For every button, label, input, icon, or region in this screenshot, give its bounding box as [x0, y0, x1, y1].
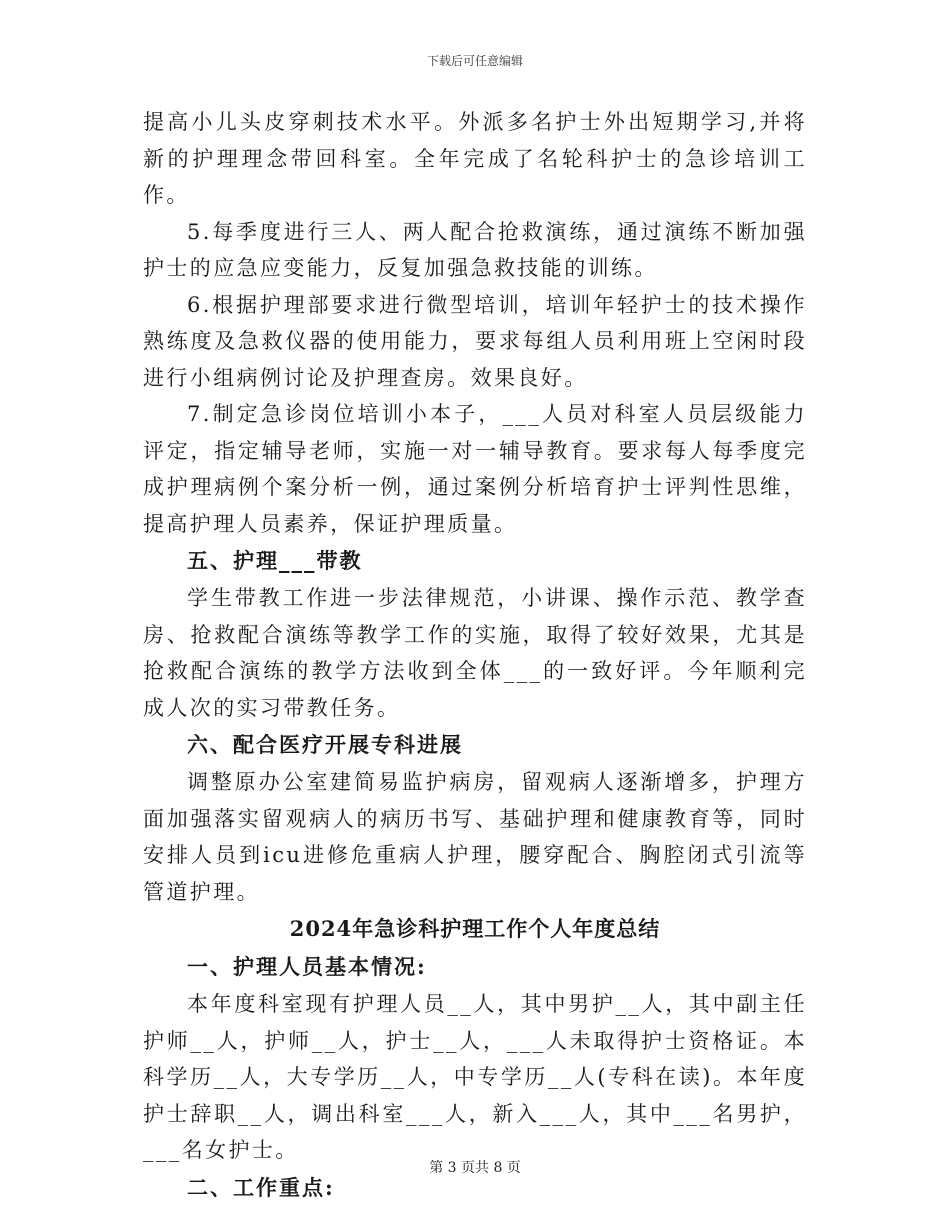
document-body — [143, 104, 807, 1207]
paragraph-item-6: 6.根据护理部要求进行微型培训，培训年轻护士的技术操作熟练度及急救仪器的使用能力，要求每组人员利用班上空闲时段进行小组病例讨论及护理查房。效果良好。 — [143, 292, 807, 390]
paragraph-item-7: 7.制定急诊岗位培训小本子，___人员对科室人员层级能力评定，指定辅导老师，实施一对一辅导教育。要求每人每季度完成护理病例个案分析一例，通过案例分析培育护士评判性思维，提高护理人员素养，保证护理质量。 — [143, 402, 807, 536]
section-heading-1: 一、护理人员基本情况: — [187, 954, 427, 979]
paragraph-teaching: 学生带教工作进一步法律规范，小讲课、操作示范、教学查房、抢救配合演练等教学工作的实施，取得了较好效果，尤其是抢救配合演练的教学方法收到全体___的一致好评。今年顺利完成人次的实习带教任务。 — [143, 586, 807, 720]
paragraph-continued: 提高小儿头皮穿刺技术水平。外派多名护士外出短期学习,并将新的护理理念带回科室。全年完成了名轮科护士的急诊培训工作。 — [143, 110, 807, 207]
section-heading-5: 五、护理___带教 — [187, 548, 363, 573]
paragraph-staff: 本年度科室现有护理人员__人，其中男护__人，其中副主任护师__人，护师__人，护士__人，___人未取得护士资格证。本科学历__人，大专学历__人，中专学历__人(专科在读)。本年度护士辞职__人，调出科室___人，新入___人，其中___名男护，___名女护士。 — [143, 992, 807, 1162]
paragraph-item-5: 5.每季度进行三人、两人配合抢救演练，通过演练不断加强护士的应急应变能力，反复加强急救技能的训练。 — [143, 219, 807, 280]
document-title: 2024年急诊科护理工作个人年度总结 — [289, 916, 661, 941]
paragraph-specialty: 调整原办公室建简易监护病房，留观病人逐渐增多，护理方面加强落实留观病人的病历书写、基础护理和健康教育等，同时安排人员到icu进修危重病人护理，腰穿配合、胸腔闭式引流等管道护理。 — [143, 770, 807, 904]
section-heading-2: 二、工作重点: — [187, 1174, 335, 1200]
page-footer: 第 3 页共 8 页 — [429, 1160, 521, 1176]
section-heading-6: 六、配合医疗开展专科进展 — [187, 732, 463, 757]
page-header: 下载后可任意编辑 — [426, 54, 523, 68]
